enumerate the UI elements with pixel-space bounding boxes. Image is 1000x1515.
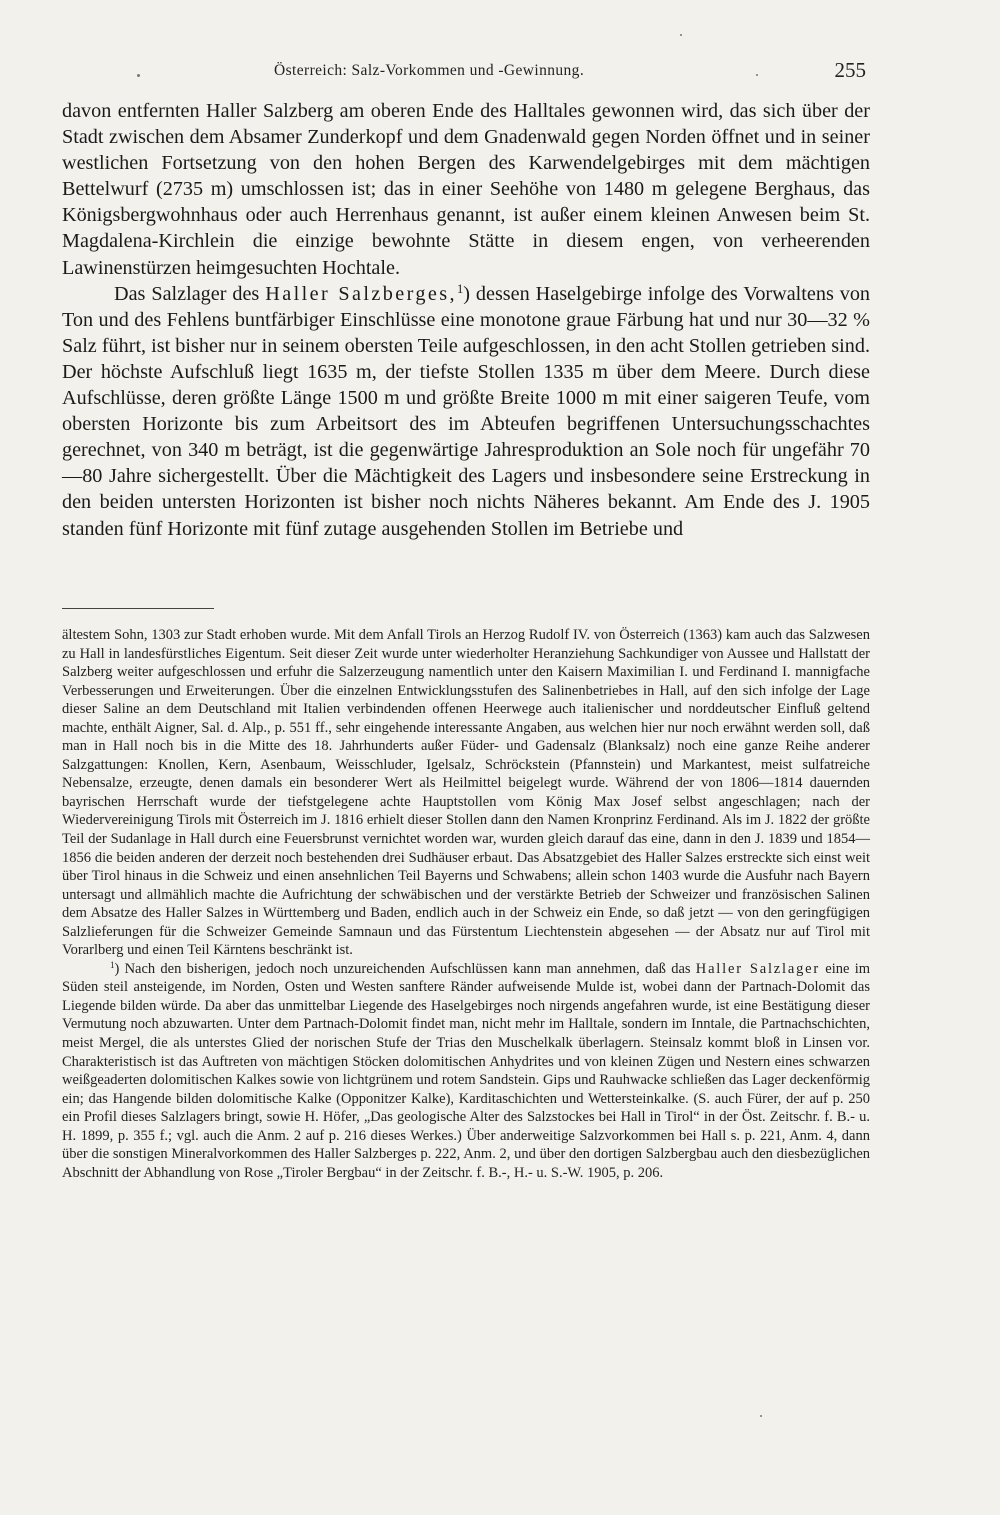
footnote-reference[interactable]: 1 [456,281,464,296]
footnote-1-emphasized-term: Haller Salzlager [695,960,821,977]
paragraph-salzlager-start: Das Salzlager des [114,282,260,305]
scan-speck [760,1415,762,1417]
paragraph-salzlager-rest: ) dessen Haselgebirge infolge des Vorwaltens von Ton und des Fehlens buntfärbiger Einschlüsse eine monotone graue Färbung hat und nur 30—32 % Salz führt, ist bisher nur in seinem obersten Teile aufgeschlossen, in den acht Stollen getrieben sind. Der höchste Aufschluß liegt 1635 m, der tiefste Stollen 1335 m über dem Meere. Durch diese Aufschlüsse, deren größte Länge 1500 m und größte Breite 1000 m mit einer saigeren Teufe, vom obersten Horizonte bis zum Arbeitsort des im Abteufen begriffenen Untersuchungsschachtes gerechnet, von 340 m beträgt, ist die gegenwärtige Jahresproduktion an Sole noch für ungefähr 70—80 Jahre sichergestellt. Über die Mächtigkeit des Lagers und insbesondere seine Erstreckung in den beiden untersten Horizonten ist bisher noch nichts Näheres bekannt. Am Ende des J. 1905 standen fünf Horizonte mit fünf zutage ausgehenden Stollen im Betriebe und [62,282,871,540]
main-text [62,98,870,542]
footnote-1 [62,960,870,1183]
footnote-continued: ältestem Sohn, 1303 zur Stadt erhoben wurde. Mit dem Anfall Tirols an Herzog Rudolf IV. von Österreich (1363) kam auch das Salzwesen zu Hall in landesfürstliches Eigentum. Seit dieser Zeit wurde unter wiederholter Heranziehung Sachkundiger von Aussee und Hallstatt der Salzberg weiter aufgeschlossen und erfuhr die Salzerzeugung namentlich unter den Kaisern Maximilian I. und Ferdinand I. mannigfache Verbesserungen und Erweiterungen. Über die einzelnen Entwicklungsstufen des Salinenbetriebes in Hall, auf den sich infolge der Lage dieser Saline an dem Deutschland mit Italien verbindenden offenen Heerwege auch italienischer und norddeutscher Einfluß geltend machte, enthält Aigner, Sal. d. Alp., p. 551 ff., sehr eingehende interessante Angaben, aus welchen hier nur noch erwähnt werden soll, daß man in Hall noch bis in die Mitte des 18. Jahrhunderts außer Füder- und Gadensalz (Blanksalz) noch eine ganze Reihe anderer Salzgattungen: Knollen, Kern, Asenbaum, Weisschluder, Igelsalz, Schröckstein (Pfannstein) und Markantest, meist sulfatreiche Nebensalze, erzeugte, denen damals ein besonderer Wert als Heilmittel beigelegt wurde. Während der von 1806—1814 dauernden bayrischen Herrschaft wurde der tiefstgelegene achte Hauptstollen vom König Max Josef selbst angeschlagen; nach der Wiedervereinigung Tirols mit Österreich im J. 1816 erhielt dieser Stollen dann den Namen Kronprinz Ferdinand. Als im J. 1822 der größte Teil der Sudanlage in Hall durch eine Feuersbrunst vernichtet worden war, wurden gleich darauf das eine, dann in den J. 1839 und 1854—1856 die beiden anderen der derzeit noch bestehenden drei Sudhäuser erbaut. Das Absatzgebiet des Haller Salzes erstreckte sich einst weit über Tirol hinaus in die Schweiz und einen ansehnlichen Teil Bayerns und Schwabens; allein schon 1403 wurde die Ausfuhr nach Bayern untersagt und allmählich machte die Aufrichtung der schwäbischen und der verstärkte Betrieb der Schweizer und französischen Salinen dem Absatze des Haller Salzes in Württemberg und Baden, endlich auch in der Schweiz ein Ende, so daß jetzt — von den geringfügigen Salzlieferungen für die Schweizer Gemeinde Samnaun und das Fürstentum Liechtenstein abgesehen — der Absatz nur auf Tirol mit Vorarlberg und einen Teil Kärntens beschränkt ist. [62,627,870,959]
page-header [62,60,870,84]
scan-speck [680,34,682,36]
paragraph-salzlager [62,281,870,542]
footnotes [62,626,870,1182]
page-number: 255 [834,58,866,82]
footnote-1-mark: 1 [110,959,115,970]
footnote-divider [62,608,214,609]
emphasized-term: Haller Salzberges, [265,282,457,305]
paragraph-continued: davon entfernten Haller Salzberg am oberen Ende des Halltales gewonnen wird, das sich über der Stadt zwischen dem Absamer Zunderkopf und dem Gnadenwald gegen Norden öffnet und in seiner westlichen Fortsetzung von den hohen Bergen des Karwendelgebirges mit dem mächtigen Bettelwurf (2735 m) umschlossen ist; das in einer Seehöhe von 1480 m gelegene Berghaus, das Königsbergwohnhaus oder auch Herrenhaus genannt, ist außer einem kleinen Anwesen beim St. Magdalena-Kirchlein die einzige bewohnte Stätte in diesem engen, von verheerenden Lawinenstürzen heimgesuchten Hochtale. [62,100,870,279]
footnote-1-rest: eine im Süden steil ansteigende, im Norden, Osten und Westen sanftere Ränder aufweisende Mulde ist, wobei dann der Partnach-Dolomit das Liegende bilden würde. Da aber das unmittelbar Liegende des Haselgebirges noch nirgends angefahren wurde, ist eine Bestätigung dieser Vermutung noch abzuwarten. Unter dem Partnach-Dolomit findet man, nicht mehr im Halltale, sondern im Inntale, die Partnachschichten, meist Mergel, die als unterstes Glied der norischen Stufe der Trias den Muschelkalk überlagern. Steinsalz kommt bloß in Linsen vor. Charakteristisch ist das Auftreten von mächtigen Stöcken dolomitischen Anhydrites und von kleinen Zügen und Nestern eines schwarzen weißgeaderten dolomitischen Kalkes sowie von lichtgrünem und rotem Sandstein. Gips und Rauhwacke schließen das Lager deckenförmig ein; das Hangende bilden dolomitische Kalke (Opponitzer Kalke), Karditaschichten und Wettersteinkalke. (S. auch Fürer, der auf p. 250 ein Profil dieses Salzlagers bringt, sowie H. Höfer, „Das geologische Alter des Salzstockes bei Hall in Tirol“ in der Öst. Zeitschr. f. B.- u. H. 1899, p. 355 f.; vgl. auch die Anm. 2 auf p. 216 dieses Werkes.) Über anderweitige Salzvorkommen bei Hall s. p. 221, Anm. 4, dann über die sonstigen Mineralvorkommen des Haller Salzberges p. 222, Anm. 2, und über den dortigen Salzbergbau auch den diesbezüglichen Abschnitt der Abhandlung von Rose „Tiroler Bergbau“ in der Zeitschr. f. B.-, H.- u. S.-W. 1905, p. 206. [62,960,871,1181]
running-title: Österreich: Salz-Vorkommen und -Gewinnung. [274,62,585,79]
footnote-1-start: ) Nach den bisherigen, jedoch noch unzureichenden Aufschlüssen kann man annehmen, daß das [114,960,691,977]
scan-speck [756,74,758,76]
scan-speck [137,74,140,77]
